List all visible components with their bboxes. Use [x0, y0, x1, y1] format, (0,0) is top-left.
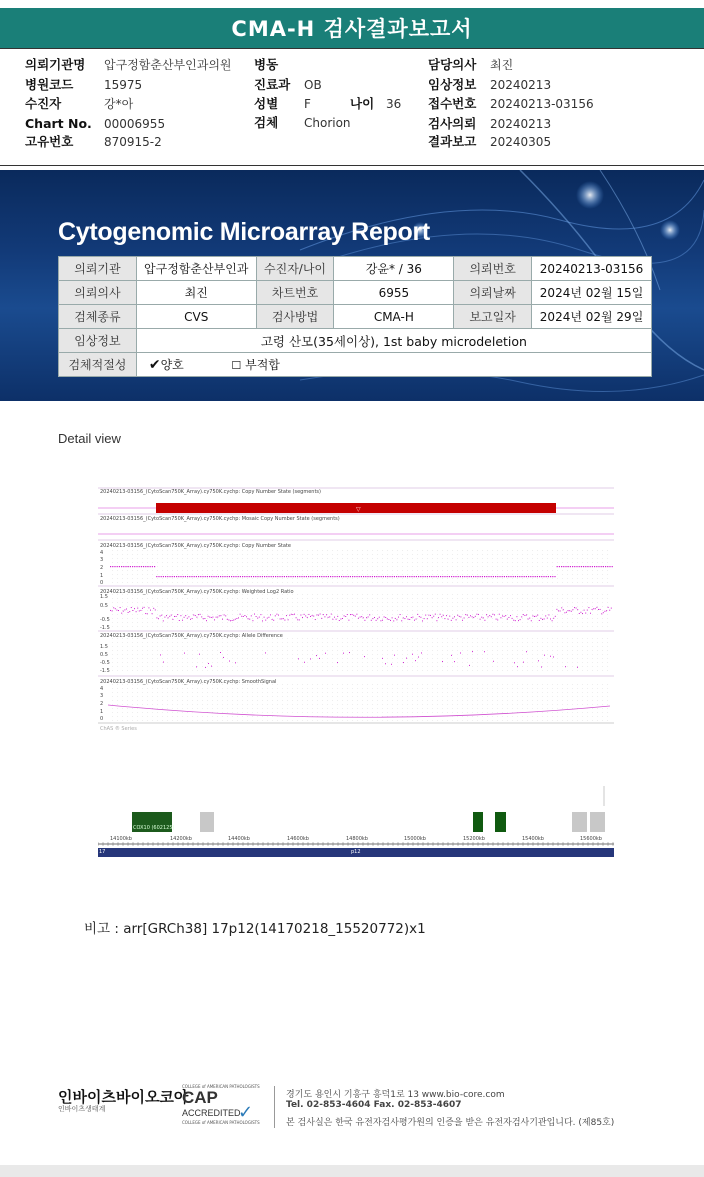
software-watermark: ChAS ® Series: [100, 726, 137, 732]
position-label: 15200kb: [463, 836, 485, 842]
log2-tick: -1.5: [100, 625, 110, 631]
track-label-mosaic: 20240213-03156_(CytoScan750K_Array).cy750K.cychp: Mosaic Copy Number State (segments): [100, 516, 340, 522]
log2-tick: 1.5: [100, 594, 108, 600]
cap-accredited-text: ACCREDITED: [182, 1108, 241, 1118]
cn-tick-0: 0: [100, 580, 104, 586]
gene-block: [590, 812, 605, 832]
info-cell: 검사방법: [256, 305, 334, 329]
info-row: [59, 353, 652, 377]
clinical-info-value: 20240213: [490, 78, 552, 92]
hospital-code-label: 병원코드: [25, 77, 74, 92]
sex-value: F: [304, 97, 311, 111]
position-label: 15400kb: [522, 836, 544, 842]
age-label: 나이: [350, 96, 375, 111]
cn-tick-2: 2: [100, 565, 104, 571]
cap-main-text: CAP: [182, 1088, 218, 1107]
position-label: 14200kb: [170, 836, 192, 842]
gene-block: [200, 812, 214, 832]
band-label: p12: [351, 849, 361, 855]
plot-tracks-graphic: [98, 486, 616, 736]
track-label-log2: 20240213-03156_(CytoScan750K_Array).cy750K.cychp: Weighted Log2 Ratio: [100, 589, 294, 595]
receipt-no-label: 접수번호: [428, 96, 477, 111]
patient-header: [0, 48, 704, 166]
microarray-report-title: Cytogenomic Microarray Report: [58, 218, 430, 246]
cap-top-text: COLLEGE of AMERICAN PATHOLOGISTS: [182, 1084, 260, 1089]
referring-institution-value: 압구정함춘산부인과의원: [104, 58, 232, 72]
info-cell: 의뢰기관: [59, 257, 137, 281]
specimen-label: 검체: [254, 115, 279, 130]
gene-track: [98, 786, 616, 858]
detail-view-heading: Detail view: [58, 431, 121, 446]
gene-block: [495, 812, 506, 832]
smooth-tick: 2: [100, 701, 104, 707]
checked-checkbox-icon: ✔: [148, 357, 161, 373]
test-request-label: 검사의뢰: [428, 116, 477, 131]
info-row: [59, 281, 652, 305]
suitability-ng-label: 부적합: [245, 358, 280, 372]
track-label-smooth: 20240213-03156_(CytoScan750K_Array).cy750K.cychp: SmoothSignal: [100, 679, 277, 685]
chromosome-number: 17: [99, 849, 106, 855]
gene-block: [572, 812, 587, 832]
smooth-tick: 3: [100, 693, 104, 699]
suitability-ok-label: 양호: [160, 358, 184, 372]
chart-no-value: 00006955: [104, 117, 166, 131]
remark-text: 비고 : arr[GRCh38] 17p12(14170218_15520772)x1: [84, 921, 426, 937]
certification-note: 본 검사실은 한국 유전자검사평가원의 인증을 받은 유전자검사기관입니다. (제85호): [286, 1118, 615, 1128]
position-label: 14800kb: [346, 836, 368, 842]
smooth-tick: 4: [100, 686, 104, 692]
info-row: [59, 257, 652, 281]
track-label-allele: 20240213-03156_(CytoScan750K_Array).cy750K.cychp: Allele Difference: [100, 633, 283, 639]
bottom-strip: [0, 1165, 704, 1177]
info-cell: 수진자/나이: [256, 257, 334, 281]
empty-checkbox-icon: ☐: [231, 359, 242, 372]
department-value: OB: [304, 78, 322, 92]
specimen-value: Chorion: [304, 116, 351, 130]
cn-tick-1: 1: [100, 573, 104, 579]
unique-no-label: 고유번호: [25, 134, 74, 149]
track-label-cn-segments: 20240213-03156_(CytoScan750K_Array).cy750K.cychp: Copy Number State (segments): [100, 489, 321, 495]
gene-track-graphic: [98, 786, 616, 858]
cn-tick-4: 4: [100, 550, 104, 556]
track-label-cn-state: 20240213-03156_(CytoScan750K_Array).cy750K.cychp: Copy Number State: [100, 543, 291, 549]
result-report-value: 20240305: [490, 135, 552, 149]
report-title: CMA-H 검사결과보고서: [0, 8, 704, 48]
clinical-info-label: 임상정보: [428, 77, 477, 92]
smooth-signal-line: [108, 705, 610, 717]
info-cell: 차트번호: [256, 281, 334, 305]
info-cell: 6955: [334, 281, 454, 305]
info-row: [59, 329, 652, 353]
log2-tick: -0.5: [100, 617, 110, 623]
hospital-code-value: 15975: [104, 78, 143, 92]
company-address: 경기도 용인시 기흥구 흥덕1로 13 www.bio-core.com: [286, 1090, 505, 1100]
position-label: 14400kb: [228, 836, 250, 842]
info-cell: 강윤* / 36: [334, 257, 454, 281]
info-cell: 검체종류: [59, 305, 137, 329]
clinical-info-label: 임상정보: [59, 329, 137, 353]
referring-institution-label: 의뢰기관명: [25, 57, 86, 72]
info-cell: 의뢰번호: [454, 257, 532, 281]
allele-tick: 0.5: [100, 652, 108, 658]
doctor-value: 최진: [490, 58, 514, 72]
smooth-tick: 1: [100, 709, 104, 715]
gene-block: [473, 812, 483, 832]
position-label: 14100kb: [110, 836, 132, 842]
sex-label: 성별: [254, 96, 279, 111]
position-label: 14600kb: [287, 836, 309, 842]
unique-no-value: 870915-2: [104, 135, 162, 149]
position-label: 15000kb: [404, 836, 426, 842]
footer: [0, 1080, 704, 1140]
info-cell: 의뢰날짜: [454, 281, 532, 305]
footer-divider: [274, 1086, 275, 1128]
receipt-no-value: 20240213-03156: [490, 97, 594, 111]
info-cell: 2024년 02월 29일: [532, 305, 652, 329]
log2-tick: 0.5: [100, 603, 108, 609]
cap-accreditation-logo: [182, 1084, 262, 1128]
clinical-info-value: 고령 산모(35세이상), 1st baby microdeletion: [136, 329, 651, 353]
info-cell: 압구정함춘산부인과: [136, 257, 256, 281]
ward-label: 병동: [254, 57, 279, 72]
info-cell: 20240213-03156: [532, 257, 652, 281]
info-cell: 의뢰의사: [59, 281, 137, 305]
allele-tick: -0.5: [100, 660, 110, 666]
result-report-label: 결과보고: [428, 134, 477, 149]
specimen-suitability-options: [136, 353, 651, 377]
allele-tick: 1.5: [100, 644, 108, 650]
checkmark-icon: ✓: [238, 1102, 254, 1123]
department-label: 진료과: [254, 77, 291, 92]
info-cell: 최진: [136, 281, 256, 305]
test-request-value: 20240213: [490, 117, 552, 131]
age-value: 36: [386, 97, 402, 111]
report-info-table: [58, 256, 652, 377]
company-phone: Tel. 02-853-4604 Fax. 02-853-4607: [286, 1100, 462, 1110]
patient-label: 수진자: [25, 96, 62, 111]
cap-bottom-text: COLLEGE of AMERICAN PATHOLOGISTS: [182, 1120, 260, 1125]
info-cell: 보고일자: [454, 305, 532, 329]
allele-tick: -1.5: [100, 668, 110, 674]
info-cell: 2024년 02월 15일: [532, 281, 652, 305]
microarray-plot: [98, 486, 616, 736]
report-banner: [0, 170, 704, 401]
cn-tick-3: 3: [100, 557, 104, 563]
info-row: [59, 305, 652, 329]
info-cell: CMA-H: [334, 305, 454, 329]
smooth-tick: 0: [100, 716, 104, 722]
info-cell: CVS: [136, 305, 256, 329]
doctor-label: 담당의사: [428, 57, 477, 72]
company-logo-text: 인바이츠바이오코아: [58, 1088, 189, 1106]
company-sub-text: 인바이츠생태계: [58, 1105, 106, 1113]
gene-label-cox10: COX10 (602125): [133, 825, 175, 831]
chart-no-label: Chart No.: [25, 116, 92, 131]
svg-text:▽: ▽: [356, 506, 361, 513]
patient-value: 강*아: [104, 97, 134, 111]
position-label: 15600kb: [580, 836, 602, 842]
specimen-suitability-label: 검체적절성: [59, 353, 137, 377]
